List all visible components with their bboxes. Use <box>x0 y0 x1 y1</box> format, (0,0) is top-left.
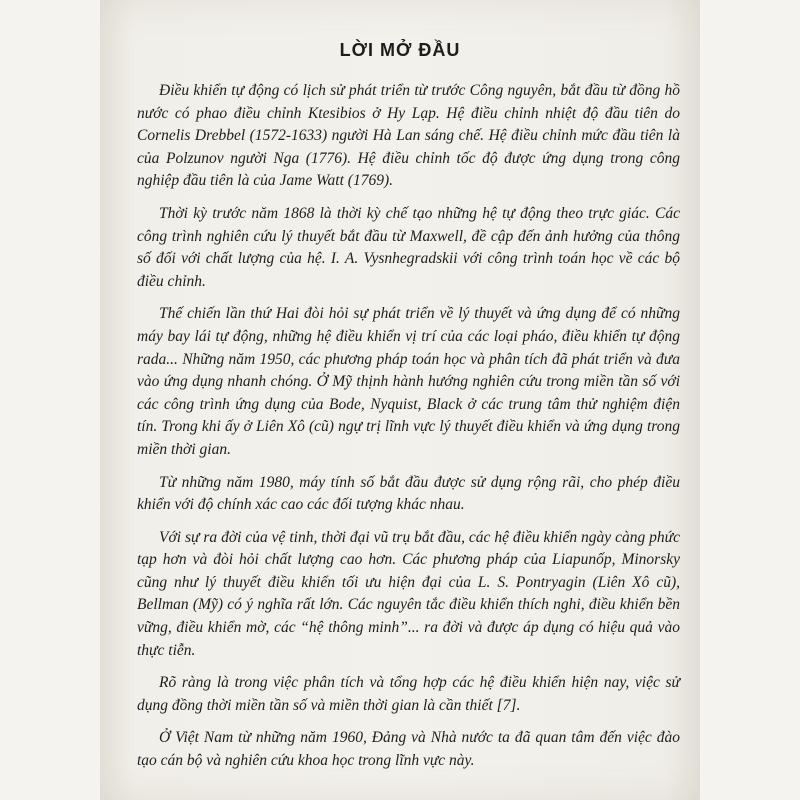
paragraph-1: Điều khiển tự động có lịch sử phát triển từ trước Công nguyên, bắt đầu từ đồng hồ nước có phao điều chỉnh Ktesibios ở Hy Lạp. Hệ điều chỉnh nhiệt độ đầu tiên do Cornelis Drebbel (1572-1633) người Hà Lan sáng chế. Hệ điều chỉnh mức đầu tiên là của Polzunov người Nga (1776). Hệ điều chỉnh tốc độ được ứng dụng trong công nghiệp đầu tiên là của Jame Watt (1769). <box>137 82 680 190</box>
paragraph-6: Rõ ràng là trong việc phân tích và tổng hợp các hệ điều khiển hiện nay, việc sử dụng đồng thời miền tần số và miền thời gian là cần thiết [7]. <box>137 674 680 714</box>
paragraph-3: Thế chiến lần thứ Hai đòi hỏi sự phát triển về lý thuyết và ứng dụng để có những máy bay lái tự động, những hệ điều khiển vị trí của các loại pháo, điều khiển tự động rada... Những năm 1950, các phương pháp toán học và phân tích đã phát triển và đưa vào ứng dụng nhanh chóng. Ở Mỹ thịnh hành hướng nghiên cứu trong miền tần số với các công trình ứng dụng của Bode, Nyquist, Black ở các trung tâm thử nghiệm điện tín. Trong khi ấy ở Liên Xô (cũ) ngự trị lĩnh vực lý thuyết điều khiển và ứng dụng trong miền thời gian. <box>137 305 680 458</box>
page-title: LỜI MỞ ĐẦU <box>339 40 461 60</box>
preface-body <box>137 80 680 783</box>
paragraph-4: Từ những năm 1980, máy tính số bắt đầu được sử dụng rộng rãi, cho phép điều khiển với độ chính xác cao các đối tượng khác nhau. <box>137 473 680 514</box>
paragraph-7: Ở Việt Nam từ những năm 1960, Đảng và Nhà nước ta đã quan tâm đến việc đào tạo cán bộ và nghiên cứu khoa học trong lĩnh vực này. <box>137 729 680 770</box>
paragraph-5: Với sự ra đời của vệ tinh, thời đại vũ trụ bắt đầu, các hệ điều khiển ngày càng phức tạp hơn và đòi hỏi chất lượng cao hơn. Các phương pháp của Liapunốp, Minorsky cũng như lý thuyết điều khiển tối ưu hiện đại của L. S. Pontryagin (Liên Xô cũ), Bellman (Mỹ) có ý nghĩa rất lớn. Các nguyên tắc điều khiển thích nghi, điều khiển bền vững, điều khiển mờ, các “hệ thông minh”... ra đời và được áp dụng có hiệu quả vào thực tiễn. <box>137 528 680 659</box>
paragraph-2: Thời kỳ trước năm 1868 là thời kỳ chế tạo những hệ tự động theo trực giác. Các công trình nghiên cứu lý thuyết bắt đầu từ Maxwell, đề cập đến ảnh hưởng của thông số đối với chất lượng của hệ. I. A. Vysnhegradskii với công trình toán học về các bộ điều chỉnh. <box>137 204 680 290</box>
